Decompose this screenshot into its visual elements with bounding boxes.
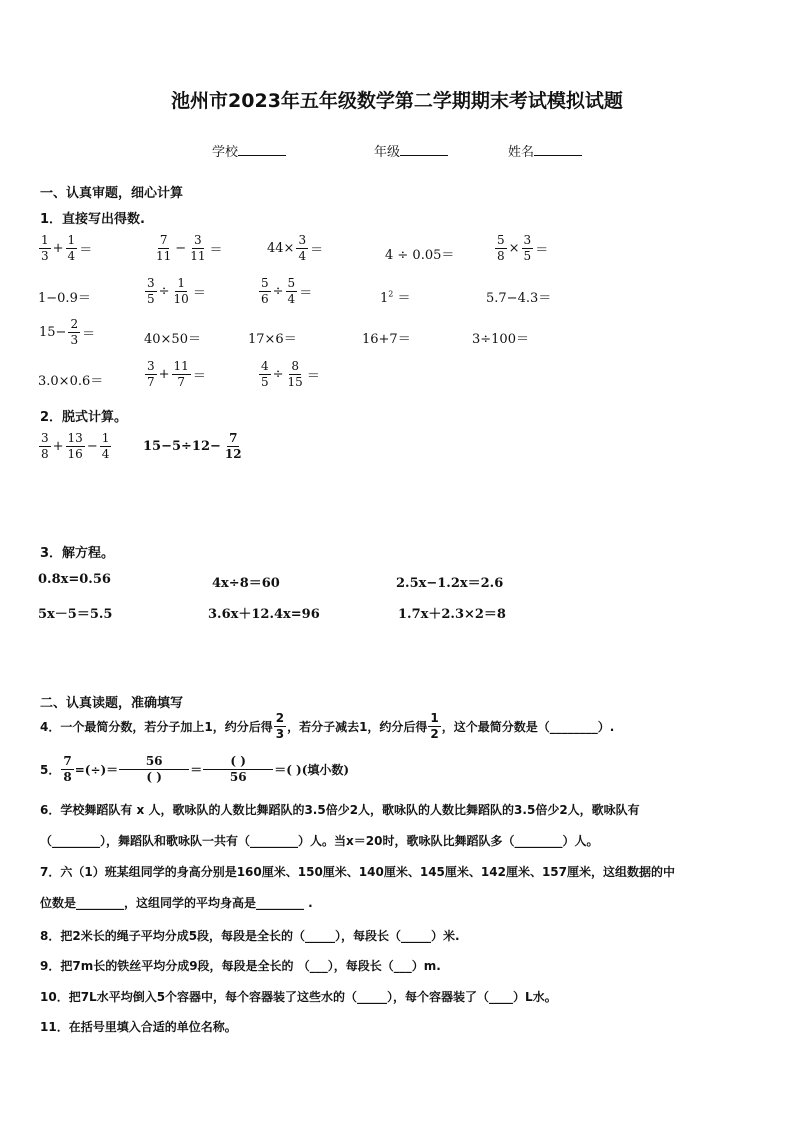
q1-r4-a: 3.0×0.6＝ bbox=[38, 374, 104, 389]
equation: 4x÷8＝60 bbox=[212, 576, 280, 591]
fraction: $\frac{56}{( )}$ bbox=[119, 755, 189, 784]
q1-r4-c: $\frac{4}{5}$ ÷ $\frac{8}{15}$ ＝ bbox=[261, 359, 320, 389]
fraction: $\frac{( )}{56}$ bbox=[203, 755, 273, 784]
fraction: $\frac{7}{12}$ bbox=[224, 431, 242, 461]
q1-r3-e: 3÷100＝ bbox=[472, 332, 529, 347]
fraction: $\frac{1}{4}$ bbox=[101, 431, 110, 461]
fraction: $\frac{13}{16}$ bbox=[67, 431, 83, 461]
equation: 5x－5＝5.5 bbox=[38, 607, 113, 622]
q1-r2-a: 1−0.9＝ bbox=[38, 291, 91, 306]
section2-heading: 二、认真读题，准确填写 bbox=[40, 696, 184, 711]
q2-expr1: $\frac{3}{8}$ + $\frac{13}{16}$ − $\frac{1}{4}$ bbox=[41, 431, 110, 461]
q1-label: 1．直接写出得数. bbox=[40, 212, 145, 227]
fraction: $\frac{3}{7}$ bbox=[147, 359, 155, 389]
equation: 1.7x＋2.3×2＝8 bbox=[398, 607, 506, 622]
q5: 5． $\frac{7}{8}$ =(÷)＝ $\frac{56}{( )}$ ＝ $\frac{( )}{56}$ ＝( )(填小数) bbox=[40, 754, 350, 784]
q1-r3-d: 16+7＝ bbox=[362, 332, 411, 347]
name-field[interactable] bbox=[508, 141, 582, 160]
q1-r1-b: $\frac{7}{11}$ − $\frac{3}{11}$ ＝ bbox=[156, 233, 223, 263]
fraction: $\frac{5}{8}$ bbox=[497, 233, 505, 263]
fraction: $\frac{5}{6}$ bbox=[261, 276, 269, 306]
page-title: 池州市2023年五年级数学第二学期期末考试模拟试题 bbox=[171, 90, 623, 112]
fraction: $\frac{11}{7}$ bbox=[173, 359, 189, 389]
q6-line1: 6．学校舞蹈队有 x 人，歌咏队的人数比舞蹈队的3.5倍少2人，歌咏队的人数比舞蹈队的3.5倍少2人，歌咏队有 bbox=[40, 803, 640, 817]
fraction: $\frac{7}{11}$ bbox=[156, 233, 172, 263]
q8: 8．把2米长的绳子平均分成5段，每段是全长的（_____），每段长（_____）米. bbox=[40, 929, 460, 943]
q1-r1-d: 4 ÷ 0.05＝ bbox=[385, 248, 455, 263]
fraction: $\frac{5}{4}$ bbox=[287, 276, 296, 306]
fraction: $\frac{3}{5}$ bbox=[523, 233, 532, 263]
fraction: $\frac{3}{8}$ bbox=[41, 431, 49, 461]
equation: 3.6x＋12.4x=96 bbox=[208, 607, 320, 622]
q9: 9．把7m长的铁丝平均分成9段，每段是全长的 （___），每段长（___）m. bbox=[40, 959, 441, 973]
fraction: $\frac{2}{3}$ bbox=[275, 711, 285, 741]
q2-expr2: 15−5÷12− $\frac{7}{12}$ bbox=[143, 431, 242, 461]
q1-r1-a: $\frac{1}{3}$ + $\frac{1}{4}$ ＝ bbox=[41, 233, 93, 263]
q1-r2-c: $\frac{5}{6}$ ÷ $\frac{5}{4}$ ＝ bbox=[261, 276, 313, 306]
q4: 4．一个最简分数，若分子加上1，约分后得 $\frac{2}{3}$ ，若分子减去1，约分后得 $\frac{1}{2}$ ，这个最简分数是（________）. bbox=[40, 711, 615, 741]
fraction: $\frac{1}{4}$ bbox=[67, 233, 76, 263]
fraction: $\frac{4}{5}$ bbox=[261, 359, 269, 389]
grade-label: 年级 bbox=[374, 145, 401, 160]
q1-r2-b: $\frac{3}{5}$ ÷ $\frac{1}{10}$ ＝ bbox=[147, 276, 206, 306]
q7-line2: 位数是________，这组同学的平均身高是________ . bbox=[40, 896, 313, 910]
equation: 2.5x−1.2x＝2.6 bbox=[396, 576, 504, 591]
grade-blank[interactable] bbox=[400, 141, 448, 156]
school-field[interactable] bbox=[212, 141, 286, 160]
school-blank[interactable] bbox=[238, 141, 286, 156]
q3-label: 3．解方程。 bbox=[40, 546, 115, 561]
name-blank[interactable] bbox=[534, 141, 582, 156]
fraction: $\frac{1}{10}$ bbox=[173, 276, 189, 306]
q10: 10．把7L水平均倒入5个容器中，每个容器装了这些水的（_____），每个容器装了（____）L水。 bbox=[40, 990, 557, 1004]
q2-label: 2．脱式计算。 bbox=[40, 410, 128, 425]
q1-r2-d: $1^2$ ＝ bbox=[380, 289, 411, 306]
q6-line2: （________），舞蹈队和歌咏队一共有（________）人。当x＝20时，歌咏队比舞蹈队多（________）人。 bbox=[40, 834, 599, 848]
q1-r1-e: $\frac{5}{8}$ × $\frac{3}{5}$ ＝ bbox=[497, 233, 549, 263]
fraction: $\frac{3}{5}$ bbox=[147, 276, 155, 306]
q1-r1-c: 44× $\frac{3}{4}$ ＝ bbox=[267, 233, 324, 263]
section1-heading: 一、认真审题，细心计算 bbox=[40, 186, 184, 201]
q1-r3-a: 15− $\frac{2}{3}$ ＝ bbox=[39, 317, 96, 347]
equation: 0.8x=0.56 bbox=[38, 572, 111, 587]
fraction: $\frac{1}{2}$ bbox=[430, 711, 439, 741]
fraction: $\frac{8}{15}$ bbox=[287, 359, 303, 389]
fraction: $\frac{3}{4}$ bbox=[298, 233, 307, 263]
q7-line1: 7．六（1）班某组同学的身高分别是160厘米、150厘米、140厘米、145厘米、142厘米、157厘米，这组数据的中 bbox=[40, 865, 675, 879]
grade-field[interactable] bbox=[374, 141, 448, 160]
fraction: $\frac{2}{3}$ bbox=[70, 317, 79, 347]
school-label: 学校 bbox=[212, 145, 239, 160]
q1-r3-b: 40×50＝ bbox=[144, 332, 201, 347]
q11: 11．在括号里填入合适的单位名称。 bbox=[40, 1020, 237, 1034]
fraction: $\frac{1}{3}$ bbox=[41, 233, 49, 263]
fraction: $\frac{3}{11}$ bbox=[190, 233, 206, 263]
q1-r2-e: 5.7−4.3＝ bbox=[486, 291, 552, 306]
fraction: $\frac{7}{8}$ bbox=[63, 754, 72, 784]
name-label: 姓名 bbox=[508, 145, 535, 160]
q1-r4-b: $\frac{3}{7}$ + $\frac{11}{7}$ ＝ bbox=[147, 359, 206, 389]
q1-r3-c: 17×6＝ bbox=[248, 332, 297, 347]
